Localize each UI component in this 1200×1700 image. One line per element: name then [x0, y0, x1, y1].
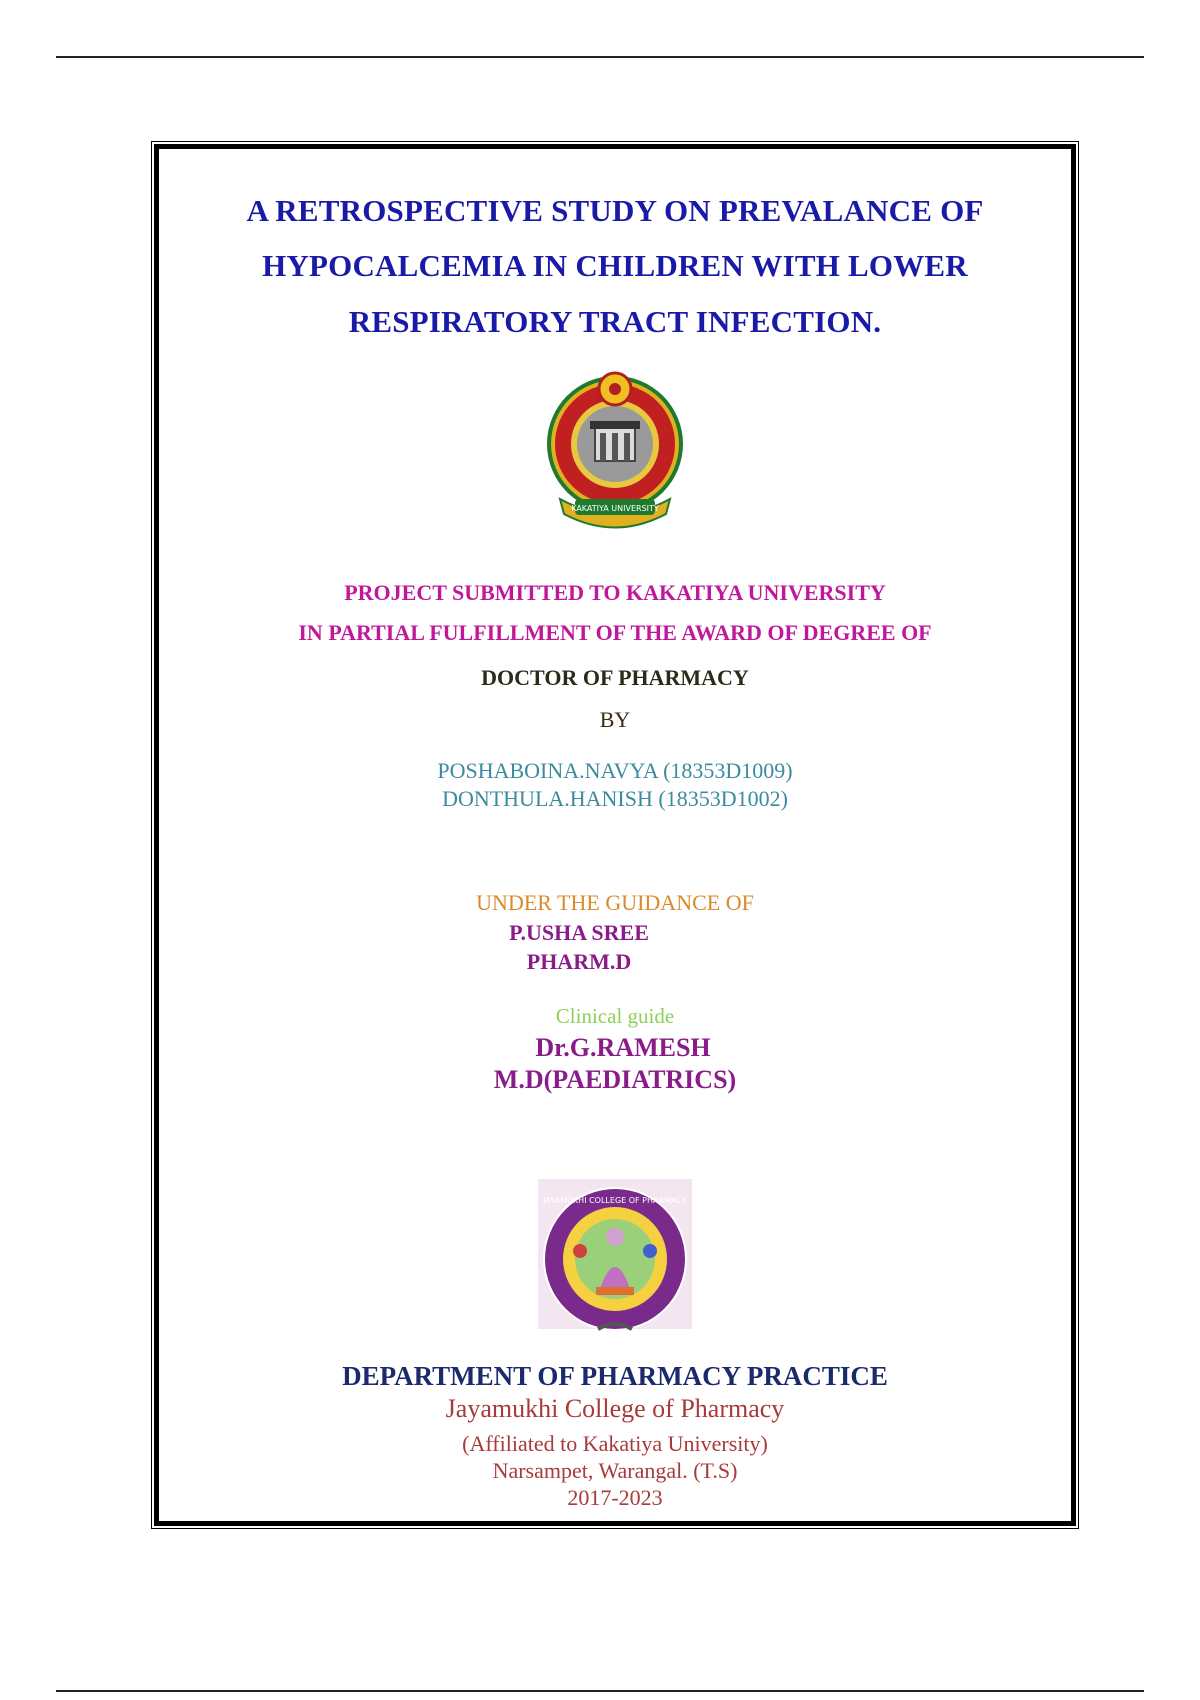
college-affiliation: (Affiliated to Kakatiya University) — [462, 1431, 768, 1456]
college-seal-text: JAYAMUKHI COLLEGE OF PHARMACY — [543, 1196, 687, 1205]
college-seal-logo — [538, 1179, 692, 1339]
guide-qualification: PHARM.D — [526, 949, 632, 974]
title-line-3: RESPIRATORY TRACT INFECTION. — [348, 304, 882, 339]
cover-page-frame — [154, 144, 1076, 1526]
top-rule — [56, 56, 1144, 58]
bottom-rule — [56, 1690, 1144, 1692]
guidance-heading: UNDER THE GUIDANCE OF — [476, 890, 754, 915]
submission-line-1: PROJECT SUBMITTED TO KAKATIYA UNIVERSITY — [344, 580, 886, 605]
college-location: Narsampet, Warangal. (T.S) — [492, 1458, 738, 1483]
submission-line-2: IN PARTIAL FULFILLMENT OF THE AWARD OF DEGREE OF — [298, 620, 932, 645]
academic-years: 2017-2023 — [567, 1485, 663, 1510]
college-name: Jayamukhi College of Pharmacy — [445, 1394, 785, 1423]
student-1: POSHABOINA.NAVYA (18353D1009) — [437, 758, 793, 783]
degree-name: DOCTOR OF PHARMACY — [481, 665, 749, 690]
clinical-guide-name: Dr.G.RAMESH — [535, 1033, 711, 1062]
university-seal-logo — [540, 359, 690, 539]
clinical-guide-qualification: M.D(PAEDIATRICS) — [493, 1065, 737, 1094]
university-seal-text: KAKATIYA UNIVERSITY — [571, 504, 659, 513]
by-label: BY — [599, 707, 631, 732]
clinical-guide-heading: Clinical guide — [555, 1004, 675, 1028]
title-line-2: HYPOCALCEMIA IN CHILDREN WITH LOWER — [262, 248, 968, 283]
guide-name: P.USHA SREE — [509, 920, 649, 945]
department-name: DEPARTMENT OF PHARMACY PRACTICE — [342, 1361, 888, 1391]
student-2: DONTHULA.HANISH (18353D1002) — [442, 786, 788, 811]
title-line-1: A RETROSPECTIVE STUDY ON PREVALANCE OF — [246, 193, 984, 228]
